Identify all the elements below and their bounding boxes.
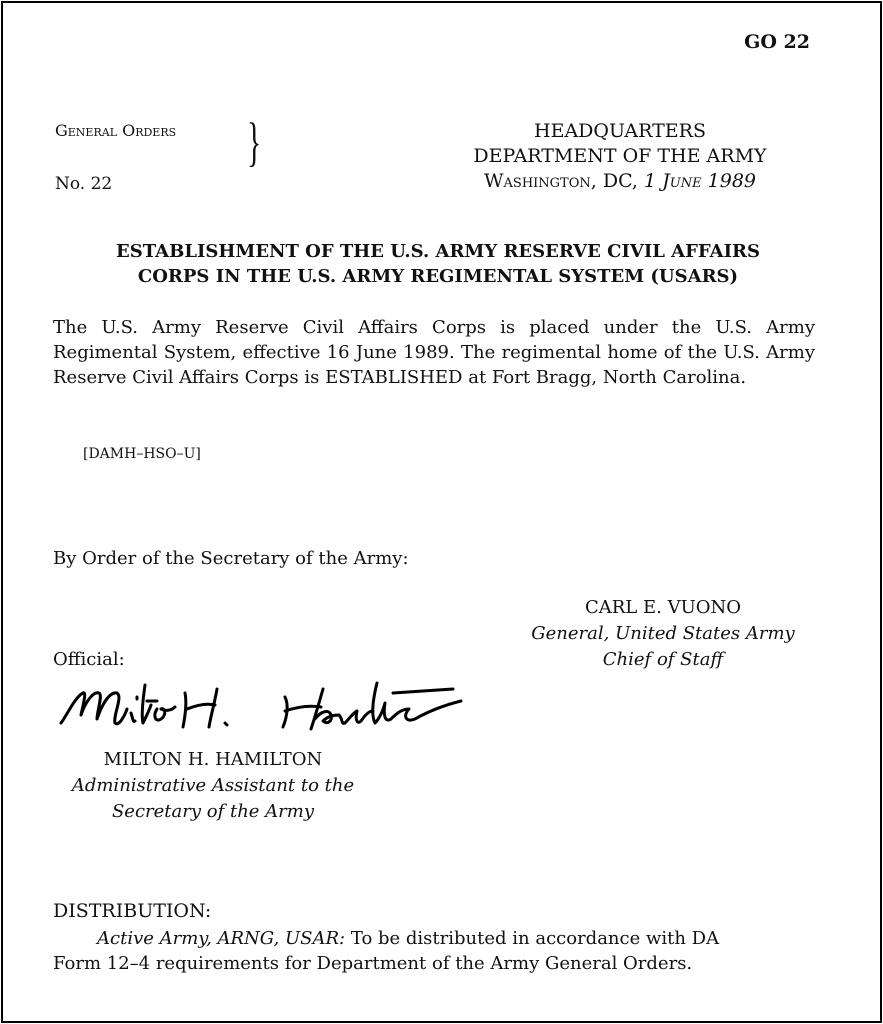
by-order-line: By Order of the Secretary of the Army:: [53, 548, 409, 569]
general-order-number: GO 22: [744, 31, 810, 53]
distribution-line-1: [53, 926, 815, 951]
title-line-1: ESTABLISHMENT OF THE U.S. ARMY RESERVE CIVIL AFFAIRS: [116, 241, 760, 262]
chief-title: Chief of Staff: [602, 649, 724, 670]
signer-name: MILTON H. HAMILTON: [103, 749, 323, 770]
body-paragraph: The U.S. Army Reserve Civil Affairs Corps is placed under the U.S. Army Regimental System, effective 16 June 1989. The regimental home of the U.S. Army Reserve Civil Affairs Corps is ESTABLISHED at Fort Bragg, North Carolina.: [53, 317, 815, 388]
hq-place: Washington, DC,: [484, 170, 638, 192]
hq-date: 1 June 1989: [644, 170, 756, 192]
chief-name: CARL E. VUONO: [584, 597, 741, 618]
chief-rank: General, United States Army: [531, 623, 795, 644]
office-symbol: [DAMH–HSO–U]: [83, 446, 201, 462]
orders-number: No. 22: [55, 174, 113, 194]
hq-line-2: DEPARTMENT OF THE ARMY: [473, 145, 767, 167]
distribution-text: [53, 926, 815, 976]
document-page: [1, 1, 882, 1023]
distribution-text-1: To be distributed in accordance with DA: [350, 928, 720, 949]
handwritten-signature: [53, 675, 473, 751]
distribution-heading: DISTRIBUTION:: [53, 900, 212, 922]
hq-line-1: HEADQUARTERS: [534, 120, 706, 142]
general-orders-label: General Orders: [55, 121, 177, 140]
official-label: Official:: [53, 649, 125, 670]
signer-title-1: Administrative Assistant to the: [71, 775, 355, 796]
chief-of-staff-block: [503, 595, 823, 673]
order-title: [53, 239, 823, 289]
brace-glyph: }: [247, 112, 262, 172]
signature-graphic: [53, 675, 473, 747]
headquarters-block: [440, 119, 800, 194]
distribution-text-2: Form 12–4 requirements for Department of the Army General Orders.: [53, 953, 693, 974]
title-line-2: CORPS IN THE U.S. ARMY REGIMENTAL SYSTEM (USARS): [137, 266, 739, 287]
hq-line-3: [440, 169, 800, 194]
distribution-recipients: Active Army, ARNG, USAR:: [97, 928, 346, 949]
official-signer-block: [43, 747, 383, 825]
signer-title-2: Secretary of the Army: [111, 801, 315, 822]
